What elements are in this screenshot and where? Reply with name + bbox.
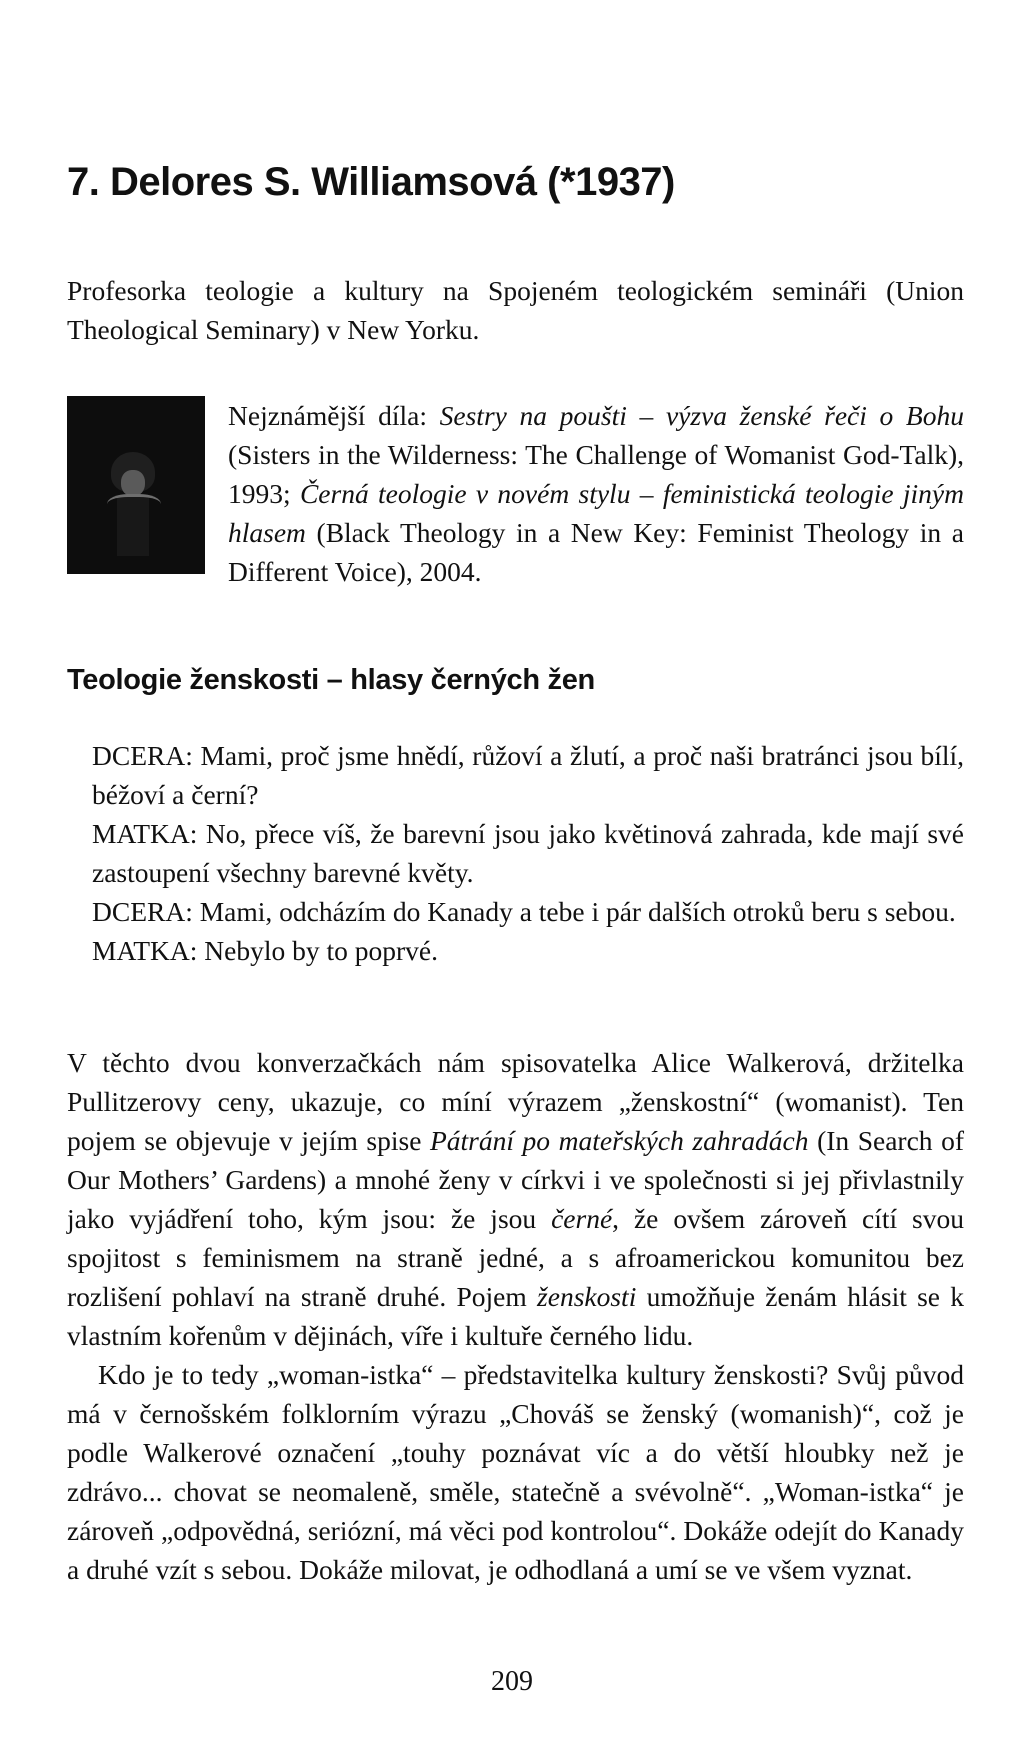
portrait-face (121, 470, 145, 496)
section-heading: Teologie ženskosti – hlasy černých žen (67, 664, 595, 696)
work-translation-2: (Black Theology in a New Key: Feminist Theology in a Different Voice), 2004. (228, 517, 964, 587)
notable-works (228, 396, 964, 591)
dialogue-line: MATKA: Nebylo by to poprvé. (92, 935, 439, 966)
chapter-title: 7. Delores S. Williamsová (*1937) (67, 160, 675, 204)
dialogue-line: DCERA: Mami, odcházím do Kanady a tebe i pár dalších otroků beru s sebou. (92, 896, 956, 927)
essay-text: (In Search of Our Mothers’ Gardens) a mnohé ženy v církvi i ve společnosti si jej přivlastnily jako vyjádření toho, kým jsou: že jsou (67, 1125, 965, 1234)
essay-text: , že ovšem zároveň cítí svou spojitost s feminismem na straně jedné, a s afroamerickou komunitou bez rozlišení pohlaví na straně druhé. Pojem (67, 1203, 964, 1312)
works-lead: Nejznámější díla: (228, 400, 440, 431)
dialogue-line: MATKA: No, přece víš, že barevní jsou jako květinová zahrada, kde mají své zastoupení všechny barevné květy. (92, 818, 964, 888)
portrait-arms (107, 494, 161, 519)
dialogue-block (92, 736, 964, 970)
author-intro: Profesorka teologie a kultury na Spojeném teologickém semináři (Union Theological Seminary) v New Yorku. (67, 275, 964, 345)
work-title-1: Sestry na poušti – výzva ženské řeči o Bohu (439, 400, 964, 431)
work-title-2: Černá teologie v novém stylu – feministická teologie jiným hlasem (228, 478, 964, 548)
essay-paragraph-1 (67, 1043, 964, 1355)
essay-paragraph-2: Kdo je to tedy „woman-istka“ – představitelka kultury ženskosti? Svůj původ má v černošském folklorním výrazu „Chováš se ženský (womanish)“, což je podle Walkerové označení „touhy poznávat víc a do větší hloubky než je zdrávo... chovat se neomaleně, směle, statečně a svévolně“. „Woman-istka“ je zároveň „odpovědná, seriózní, má věci pod kontrolou“. Dokáže odejít do Kanady a druhé vzít s sebou. Dokáže milovat, je odhodlaná a umí se ve všem vyznat. (67, 1359, 964, 1585)
essay-body (67, 1043, 964, 1589)
essay-text: umožňuje ženám hlásit se k vlastním kořenům v dějinách, víře i kultuře černého lidu. (67, 1281, 964, 1351)
page-number: 209 (491, 1666, 533, 1697)
dialogue-line: DCERA: Mami, proč jsme hnědí, růžoví a žlutí, a proč naši bratránci jsou bílí, béžoví a černí? (92, 740, 964, 810)
essay-text: V těchto dvou konverzačkách nám spisovatelka Alice Walkerová, držitelka Pullitzerovy ceny, ukazuje, co míní výrazem „ženskostní“ (womanist). Ten pojem se objevuje v jejím spise (67, 1047, 964, 1156)
work-translation-1: (Sisters in the Wilderness: The Challenge of Womanist God-Talk), 1993; (228, 439, 964, 509)
author-portrait (67, 396, 205, 574)
emphasis-term: černé (551, 1203, 613, 1234)
book-title: Pátrání po mateřských zahradách (429, 1125, 809, 1156)
emphasis-term: ženskosti (537, 1281, 637, 1312)
